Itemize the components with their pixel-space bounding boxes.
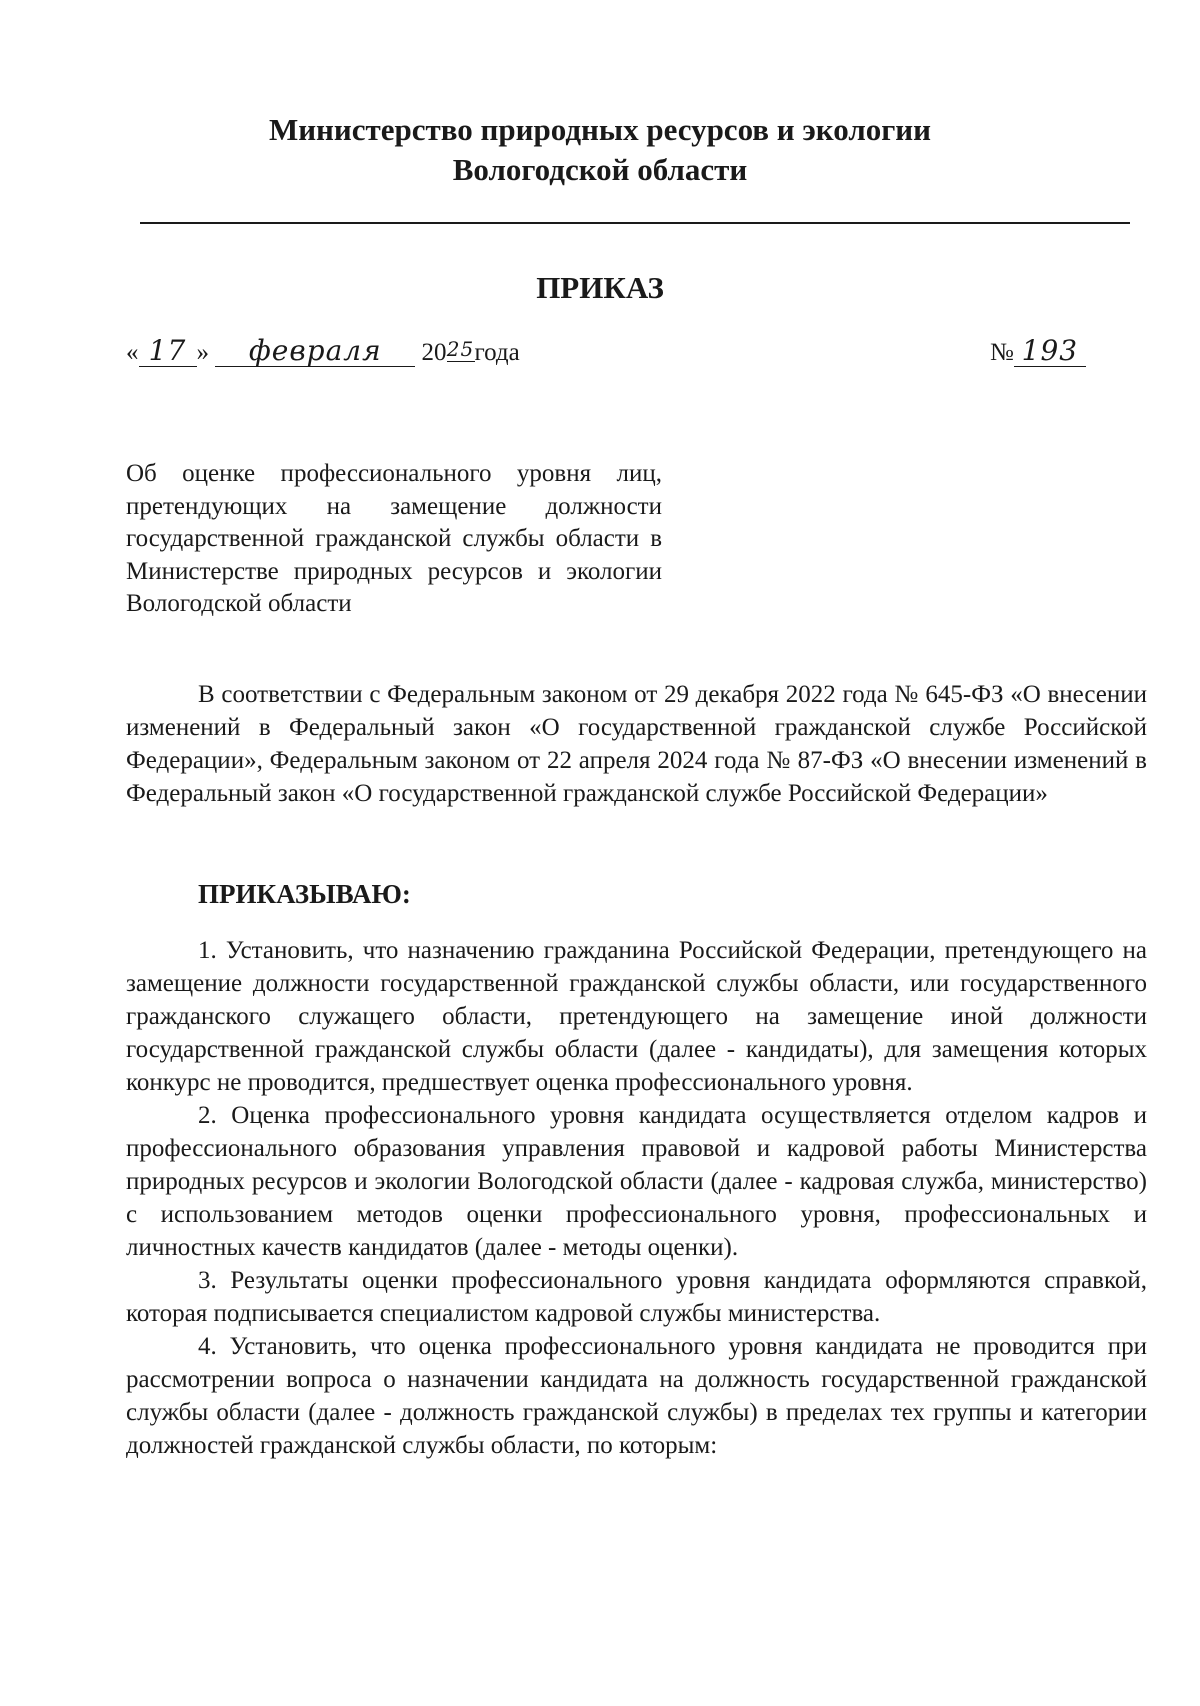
date-open-quote: «: [126, 339, 139, 366]
number-label: №: [990, 339, 1014, 366]
order-paragraph-1: 1. Установить, что назначению гражданина Российской Федерации, претендующего на замещение должности государственной гражданской службы области, или государственного гражданского служащего области, претендующего на замещение иной должности государственной гражданской службы области (далее - кандидаты), для замещения которых конкурс не проводится, предшествует оценка профессионального уровня.: [126, 937, 1147, 1096]
order-directive-word: ПРИКАЗЫВАЮ:: [198, 879, 411, 909]
order-date: [126, 336, 520, 370]
preamble-paragraph: В соответствии с Федеральным законом от 29 декабря 2022 года № 645-ФЗ «О внесении изменений в Федеральный закон «О государственной гражданской службе Российской Федерации», Федеральным законом от 22 апреля 2024 года № 87-ФЗ «О внесении изменений в Федеральный закон «О государственной гражданской службе Российской Федерации»: [126, 681, 1147, 807]
date-close-quote: »: [196, 339, 209, 366]
ministry-name-line1: Министерство природных ресурсов и экологии: [268, 112, 932, 147]
order-paragraph-4: 4. Установить, что оценка профессионального уровня кандидата не проводится при рассмотрении вопроса о назначении кандидата на должность государственной гражданской службы области (далее - должность гражданской службы) в пределах тех группы и категории должностей гражданской службы области, по которым:: [126, 1333, 1147, 1459]
order-subject: Об оценке профессионального уровня лиц, претендующих на замещение должности государственной гражданской службы области в Министерстве природных ресурсов и экологии Вологодской области: [126, 460, 662, 617]
order-paragraph-2: 2. Оценка профессионального уровня кандидата осуществляется отделом кадров и профессионального образования управления правовой и кадровой работы Министерства природных ресурсов и экологии Вологодской области (далее - кадровая служба, министерство) с использованием методов оценки профессионального уровня, профессиональных и личностных качеств кандидатов (далее - методы оценки).: [126, 1102, 1147, 1261]
order-number: [990, 336, 1086, 370]
order-body: [126, 934, 1147, 1462]
order-paragraph-3: 3. Результаты оценки профессионального уровня кандидата оформляются справкой, которая подписывается специалистом кадровой службы министерства.: [126, 1267, 1147, 1327]
ministry-name-line2: Вологодской области: [452, 152, 748, 187]
date-day-handwritten: 17: [139, 336, 197, 367]
date-year-suffix-handwritten: 25: [446, 337, 475, 361]
header-divider: [140, 222, 1130, 224]
document-type-title: ПРИКАЗ: [536, 270, 664, 305]
date-year-prefix: 20: [421, 339, 447, 366]
number-value-handwritten: 193: [1014, 336, 1086, 367]
date-month-handwritten: февраля: [215, 336, 415, 367]
ministry-header: [0, 110, 1200, 190]
date-year-word: года: [474, 339, 520, 366]
